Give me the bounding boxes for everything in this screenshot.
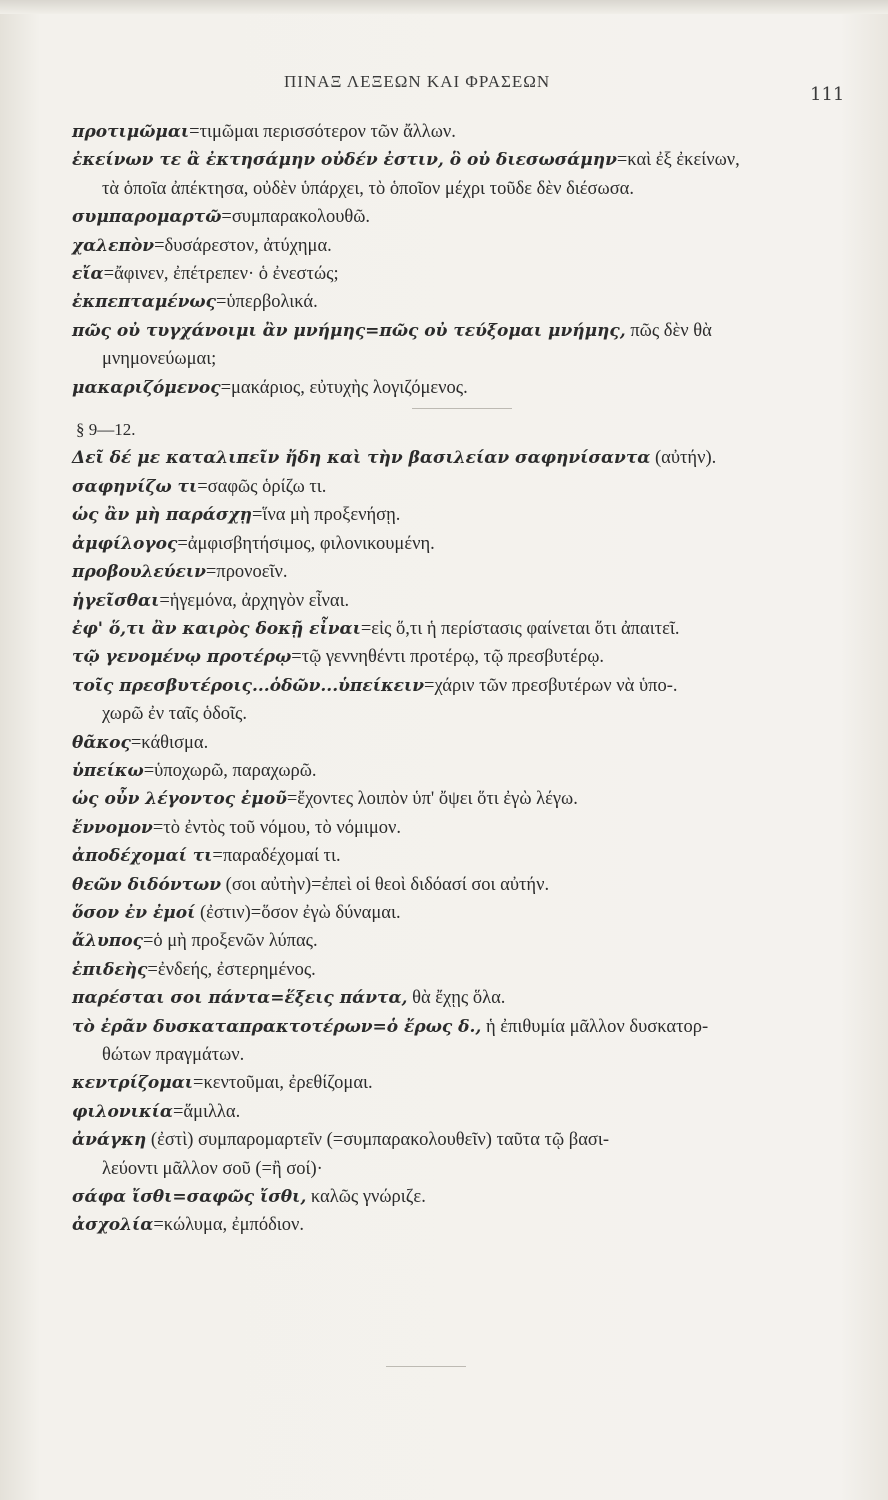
entry-lemma: ὑπείκω xyxy=(72,760,144,781)
glossary-entry xyxy=(72,1126,872,1183)
glossary-entries xyxy=(72,118,872,1240)
glossary-entry xyxy=(72,956,872,984)
entry-gloss: =ἔχοντες λοιπὸν ὑπ' ὄψει ὅτι ἐγὼ λέγω. xyxy=(286,789,578,810)
entry-lemma: κεντρίζομαι xyxy=(72,1073,194,1094)
entry-gloss: =παραδέχομαί τι. xyxy=(212,846,341,867)
section-divider xyxy=(72,402,872,416)
glossary-entry xyxy=(72,814,872,842)
glossary-entry xyxy=(72,927,872,955)
glossary-entry xyxy=(72,374,872,402)
glossary-entry xyxy=(72,232,872,260)
glossary-entry xyxy=(72,871,872,899)
entry-continuation: τὰ ὁποῖα ἀπέκτησα, οὐδὲν ὑπάρχει, τὸ ὁποῖον μέχρι τοῦδε δὲν διέσωσα. xyxy=(102,178,634,199)
entry-lemma: ἀποδέχομαί τι xyxy=(72,846,213,867)
glossary-entry xyxy=(72,729,872,757)
glossary-block-2 xyxy=(72,444,872,1239)
entry-lemma: εἴα xyxy=(72,264,104,285)
entry-lemma: προτιμῶμαι xyxy=(72,122,190,142)
entry-gloss: =τῷ γεννηθέντι προτέρῳ, τῷ πρεσβυτέρῳ. xyxy=(291,647,605,668)
glossary-entry xyxy=(72,118,872,146)
entry-lemma: ἔννομον xyxy=(72,817,153,838)
entry-gloss: =χάριν τῶν πρεσβυτέρων νὰ ὑπο-. xyxy=(424,675,678,696)
entry-gloss: =ἡγεμόνα, ἀρχηγὸν εἶναι. xyxy=(159,590,350,611)
entry-gloss: =ὑποχωρῶ, παραχωρῶ. xyxy=(143,760,317,781)
entry-gloss: (αὐτήν). xyxy=(650,448,717,469)
entry-lemma: φιλονικία xyxy=(72,1101,173,1122)
entry-lemma: Δεῖ δέ με καταλιπεῖν ἤδη καὶ τὴν βασιλείαν σαφηνίσαντα xyxy=(72,448,651,469)
entry-gloss: =προνοεῖν. xyxy=(205,562,288,583)
glossary-entry xyxy=(72,1183,872,1211)
glossary-entry xyxy=(72,615,872,643)
entry-lemma: ὡς οὖν λέγοντος ἐμοῦ xyxy=(72,789,287,810)
entry-gloss: =συμπαρακολουθῶ. xyxy=(221,207,371,228)
entry-gloss: (ἐστὶ) συμπαρομαρτεῖν (=συμπαρακολουθεῖν) ταῦτα τῷ βασι- xyxy=(146,1130,609,1151)
entry-lemma: προβουλεύειν xyxy=(72,562,206,583)
entry-continuation: χωρῶ ἐν ταῖς ὁδοῖς. xyxy=(102,704,247,725)
entry-gloss: =τιμῶμαι περισσότερον τῶν ἄλλων. xyxy=(189,122,456,142)
entry-gloss: =ὁ μὴ προξενῶν λύπας. xyxy=(142,931,318,952)
running-title: ΠΙΝΑΞ ΛΕΞΕΩΝ ΚΑΙ ΦΡΑΣΕΩΝ xyxy=(284,72,551,91)
glossary-entry xyxy=(72,899,872,927)
entry-lemma: τῷ γενομένῳ προτέρῳ xyxy=(72,647,292,668)
entry-gloss: καλῶς γνώριζε. xyxy=(306,1187,426,1208)
glossary-entry xyxy=(72,785,872,813)
glossary-entry xyxy=(72,203,872,231)
entry-gloss: πῶς δὲν θὰ xyxy=(625,320,712,341)
entry-gloss: (σοι αὐτὴν)=ἐπεὶ οἱ θεοὶ διδόασί σοι αὐτήν. xyxy=(221,874,550,895)
entry-continuation: θώτων πραγμάτων. xyxy=(102,1045,245,1065)
entry-gloss: =δυσάρεστον, ἀτύχημα. xyxy=(154,235,332,256)
entry-lemma: ὅσον ἐν ἐμοί xyxy=(72,902,196,923)
glossary-entry xyxy=(72,530,872,558)
entry-gloss: =ἀμφισβητήσιμος, φιλονικουμένη. xyxy=(177,533,435,554)
entry-lemma: ἐπιδεὴς xyxy=(72,959,148,980)
glossary-entry xyxy=(72,444,872,472)
entry-gloss: ἡ ἐπιθυμία μᾶλλον δυσκατορ- xyxy=(481,1016,709,1037)
entry-lemma: παρέσται σοι πάντα=ἕξεις πάντα, xyxy=(72,988,408,1009)
glossary-entry xyxy=(72,1098,872,1126)
page-number: 111 xyxy=(810,84,845,105)
glossary-entry xyxy=(72,757,872,785)
entry-lemma: σαφηνίζω τι xyxy=(72,476,198,497)
entry-lemma: ἀμφίλογος xyxy=(72,533,178,554)
glossary-entry xyxy=(72,984,872,1012)
glossary-entry xyxy=(72,672,872,729)
entry-gloss: =εἰς ὅ,τι ἡ περίστασις φαίνεται ὅτι ἀπαιτεῖ. xyxy=(360,618,680,639)
entry-continuation: μνημονεύωμαι; xyxy=(102,349,217,370)
entry-lemma: τοῖς πρεσβυτέροις...ὁδῶν...ὑπείκειν xyxy=(72,675,425,696)
entry-continuation: λεύοντι μᾶλλον σοῦ (=ἢ σοί)· xyxy=(102,1158,323,1179)
page-top-edge xyxy=(0,0,888,14)
glossary-entry xyxy=(72,643,872,671)
glossary-entry xyxy=(72,288,872,316)
glossary-entry xyxy=(72,317,872,374)
entry-gloss: =ἐνδεής, ἐστερημένος. xyxy=(147,959,316,980)
entry-lemma: θᾶκος xyxy=(72,732,131,753)
entry-gloss: =σαφῶς ὁρίζω τι. xyxy=(197,476,327,497)
entry-gloss: θὰ ἔχῃς ὅλα. xyxy=(407,988,506,1009)
glossary-entry xyxy=(72,1013,872,1070)
glossary-entry xyxy=(72,1069,872,1097)
entry-gloss: =ἄφινεν, ἐπέτρεπεν· ὁ ἐνεστώς; xyxy=(103,264,339,285)
entry-gloss: =κεντοῦμαι, ἐρεθίζομαι. xyxy=(193,1073,373,1094)
glossary-block-1 xyxy=(72,118,872,402)
glossary-entry xyxy=(72,587,872,615)
entry-gloss: =κάθισμα. xyxy=(130,732,209,753)
bottom-divider xyxy=(386,1366,466,1367)
entry-gloss: (ἐστιν)=ὅσον ἐγὼ δύναμαι. xyxy=(195,902,401,923)
glossary-entry xyxy=(72,146,872,203)
entry-lemma: ἐκπεπταμένως xyxy=(72,292,216,313)
entry-lemma: σάφα ἴσθι=σαφῶς ἴσθι, xyxy=(72,1187,307,1208)
entry-lemma: ἐκείνων τε ἃ ἐκτησάμην οὐδέν ἐστιν, ὃ οὐ διεσωσάμην xyxy=(72,150,617,171)
entry-lemma: χαλεπὸν xyxy=(72,235,155,256)
entry-gloss: =μακάριος, εὐτυχὴς λογιζόμενος. xyxy=(220,377,468,398)
entry-lemma: ἀσχολία xyxy=(72,1215,154,1236)
entry-lemma: ἡγεῖσθαι xyxy=(72,590,160,611)
glossary-entry xyxy=(72,558,872,586)
section-heading: § 9—12. xyxy=(76,420,136,440)
entry-lemma: ἐφ' ὅ,τι ἂν καιρὸς δοκῇ εἶναι xyxy=(72,618,361,639)
entry-lemma: τὸ ἐρᾶν δυσκαταπρακτοτέρων=ὁ ἔρως δ., xyxy=(72,1016,482,1037)
glossary-entry xyxy=(72,842,872,870)
glossary-entry xyxy=(72,473,872,501)
entry-lemma: ἄλυπος xyxy=(72,931,143,952)
entry-gloss: =ὑπερβολικά. xyxy=(215,292,318,313)
glossary-entry xyxy=(72,1211,872,1239)
entry-gloss: =ἅμιλλα. xyxy=(172,1101,241,1122)
entry-gloss: =ἵνα μὴ προξενήσῃ. xyxy=(251,505,401,526)
entry-gloss: =κώλυμα, ἐμπόδιον. xyxy=(153,1215,305,1236)
entry-lemma: ἀνάγκη xyxy=(72,1130,147,1151)
glossary-entry xyxy=(72,501,872,529)
page-header xyxy=(0,68,888,108)
entry-gloss: =καὶ ἐξ ἐκείνων, xyxy=(616,150,740,171)
entry-lemma: ὡς ἂν μὴ παράσχῃ xyxy=(72,505,252,526)
entry-lemma: μακαριζόμενος xyxy=(72,377,221,398)
glossary-entry xyxy=(72,260,872,288)
entry-lemma: πῶς οὐ τυγχάνοιμι ἂν μνήμης=πῶς οὐ τεύξομαι μνήμης, xyxy=(72,320,626,341)
entry-gloss: =τὸ ἐντὸς τοῦ νόμου, τὸ νόμιμον. xyxy=(152,817,401,838)
entry-lemma: συμπαρομαρτῶ xyxy=(72,207,222,228)
entry-lemma: θεῶν διδόντων xyxy=(72,874,222,895)
